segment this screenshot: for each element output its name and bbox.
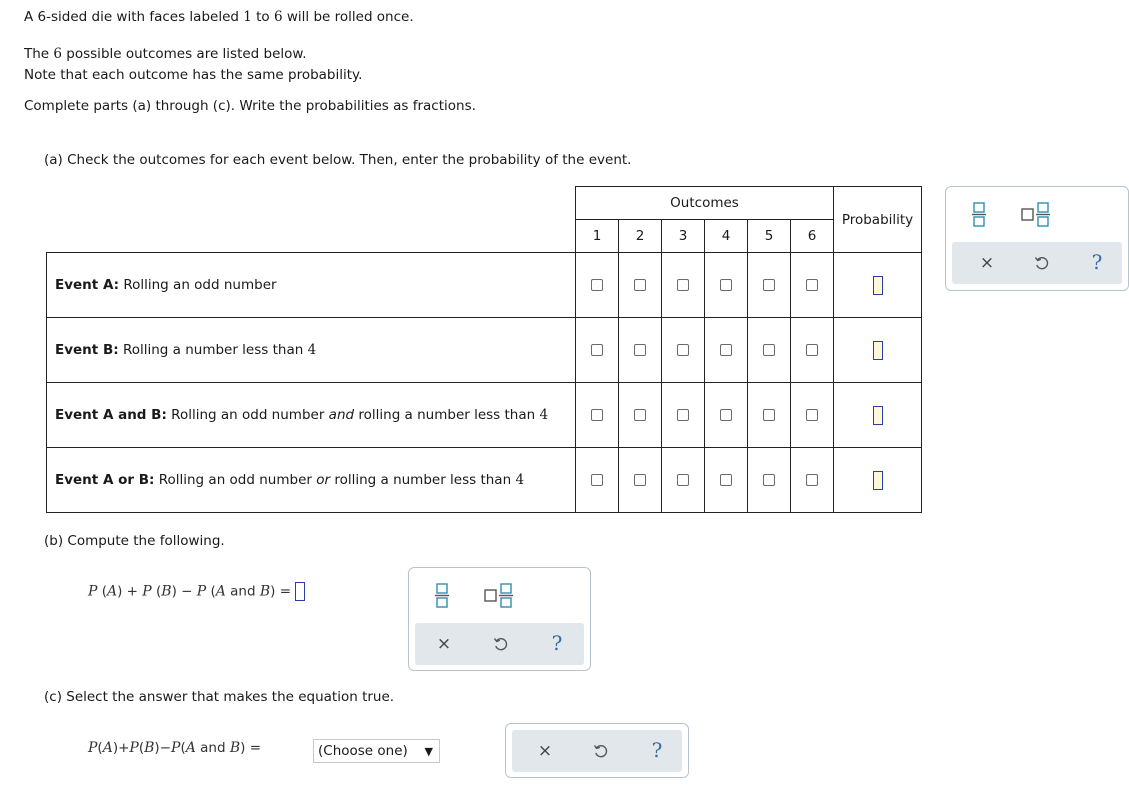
event-row-b <box>47 318 922 383</box>
event-description: rolling a number less than <box>354 407 540 423</box>
and-word: and <box>200 740 226 756</box>
event-number: 4 <box>539 407 549 423</box>
part-c-expression: P(A)+P(B)−P(A and B) = <box>88 740 262 756</box>
event-name: Event A and B: <box>55 407 167 423</box>
checkbox-aob-6[interactable] <box>806 474 818 486</box>
checkbox-b-3[interactable] <box>677 344 689 356</box>
event-symbol: A <box>102 740 113 756</box>
undo-icon[interactable] <box>586 736 616 766</box>
checkbox-ab-4[interactable] <box>720 409 732 421</box>
event-name: Event A or B: <box>55 472 155 488</box>
outcome-header-5: 5 <box>748 220 791 253</box>
table-corner <box>47 187 576 253</box>
event-number: 4 <box>307 342 317 358</box>
checkbox-aob-3[interactable] <box>677 474 689 486</box>
checkbox-a-1[interactable] <box>591 279 603 291</box>
prob-symbol: P <box>88 740 98 756</box>
intro-text: The <box>24 46 54 62</box>
part-c-instruction: (c) Select the answer that makes the equation true. <box>44 689 395 705</box>
event-row-a-and-b <box>47 383 922 448</box>
intro-text: to <box>251 9 274 25</box>
outcome-header-1: 1 <box>576 220 619 253</box>
checkbox-ab-3[interactable] <box>677 409 689 421</box>
outcomes-table <box>46 186 922 513</box>
part-b-instruction: (b) Compute the following. <box>44 533 225 549</box>
prob-symbol: P <box>88 583 98 600</box>
event-name: Event A: <box>55 277 120 293</box>
toolbar-actions <box>952 242 1122 284</box>
part-b-answer-input[interactable] <box>295 582 305 601</box>
dropdown-value: (Choose one) <box>318 743 408 759</box>
intro-text: possible outcomes are listed below. <box>62 46 307 62</box>
event-a-and-b-label <box>47 383 576 448</box>
help-icon[interactable]: ? <box>1091 250 1103 274</box>
outcome-count: 6 <box>53 46 62 62</box>
probability-input-a-or-b[interactable] <box>873 471 883 490</box>
checkbox-b-5[interactable] <box>763 344 775 356</box>
answer-dropdown[interactable] <box>313 739 440 763</box>
checkbox-ab-5[interactable] <box>763 409 775 421</box>
event-connector: and <box>328 407 355 423</box>
checkbox-ab-1[interactable] <box>591 409 603 421</box>
prob-symbol: P <box>171 740 181 756</box>
event-description: Rolling an odd number <box>171 407 329 423</box>
clear-icon[interactable]: × <box>537 741 553 761</box>
part-b-expression: P (A) + P (B) − P (A and B) = <box>88 582 305 601</box>
event-row-a <box>47 253 922 318</box>
clear-icon[interactable]: × <box>979 253 995 273</box>
intro-line-1 <box>24 9 414 25</box>
outcome-header-4: 4 <box>705 220 748 253</box>
event-symbol: B <box>144 740 155 756</box>
event-description: rolling a number less than <box>330 472 516 488</box>
face-min: 1 <box>243 9 252 25</box>
prob-symbol: P <box>129 740 139 756</box>
checkbox-aob-5[interactable] <box>763 474 775 486</box>
math-toolbar-c <box>505 723 689 778</box>
intro-line-2 <box>24 46 307 62</box>
intro-line-4: Complete parts (a) through (c). Write the probabilities as fractions. <box>24 98 476 114</box>
prob-symbol: P <box>196 583 207 600</box>
fraction-icon[interactable] <box>427 580 457 610</box>
undo-icon[interactable] <box>1027 248 1057 278</box>
checkbox-a-5[interactable] <box>763 279 775 291</box>
event-symbol: B <box>161 583 172 600</box>
event-row-a-or-b <box>47 448 922 513</box>
help-icon[interactable]: ? <box>551 631 563 655</box>
event-connector: or <box>316 472 331 488</box>
intro-text: A 6-sided die with faces labeled <box>24 9 244 25</box>
event-b-label <box>47 318 576 383</box>
checkbox-b-4[interactable] <box>720 344 732 356</box>
checkbox-a-2[interactable] <box>634 279 646 291</box>
event-symbol: A <box>215 583 226 600</box>
checkbox-a-4[interactable] <box>720 279 732 291</box>
event-name: Event B: <box>55 342 119 358</box>
event-description: Rolling a number less than <box>122 342 308 358</box>
event-a-or-b-label <box>47 448 576 513</box>
event-description: Rolling an odd number <box>123 277 277 293</box>
event-description: Rolling an odd number <box>158 472 317 488</box>
checkbox-a-3[interactable] <box>677 279 689 291</box>
checkbox-aob-2[interactable] <box>634 474 646 486</box>
event-symbol: A <box>106 583 118 600</box>
toolbar-actions <box>512 730 682 772</box>
checkbox-b-6[interactable] <box>806 344 818 356</box>
intro-text: will be rolled once. <box>282 9 414 25</box>
fraction-icon[interactable] <box>964 199 994 229</box>
face-max: 6 <box>273 9 283 25</box>
and-word: and <box>230 583 256 600</box>
probability-input-a-and-b[interactable] <box>873 406 883 425</box>
checkbox-b-2[interactable] <box>634 344 646 356</box>
undo-icon[interactable] <box>486 629 516 659</box>
checkbox-aob-4[interactable] <box>720 474 732 486</box>
outcome-header-3: 3 <box>662 220 705 253</box>
outcome-header-6: 6 <box>791 220 834 253</box>
event-a-label <box>47 253 576 318</box>
mixed-number-icon[interactable] <box>481 580 517 610</box>
prob-symbol: P <box>142 583 152 600</box>
dropdown-arrow-icon: ▼ <box>424 744 433 758</box>
checkbox-aob-1[interactable] <box>591 474 603 486</box>
help-icon[interactable]: ? <box>651 738 663 762</box>
math-toolbar-a <box>945 186 1129 291</box>
outcomes-header: Outcomes <box>576 187 834 220</box>
event-symbol: B <box>229 740 241 756</box>
event-number: 4 <box>515 472 525 488</box>
intro-line-3: Note that each outcome has the same probability. <box>24 67 363 83</box>
clear-icon[interactable]: × <box>436 634 452 654</box>
toolbar-actions <box>415 623 584 665</box>
checkbox-a-6[interactable] <box>806 279 818 291</box>
probability-input-a[interactable] <box>873 276 883 295</box>
checkbox-b-1[interactable] <box>591 344 603 356</box>
part-a-instruction: (a) Check the outcomes for each event below. Then, enter the probability of the event. <box>44 152 632 168</box>
probability-header: Probability <box>834 187 922 253</box>
probability-input-b[interactable] <box>873 341 883 360</box>
event-symbol: A <box>185 740 196 756</box>
mixed-number-icon[interactable] <box>1018 199 1054 229</box>
outcome-header-2: 2 <box>619 220 662 253</box>
event-symbol: B <box>259 583 271 600</box>
checkbox-ab-2[interactable] <box>634 409 646 421</box>
math-toolbar-b <box>408 567 591 671</box>
checkbox-ab-6[interactable] <box>806 409 818 421</box>
